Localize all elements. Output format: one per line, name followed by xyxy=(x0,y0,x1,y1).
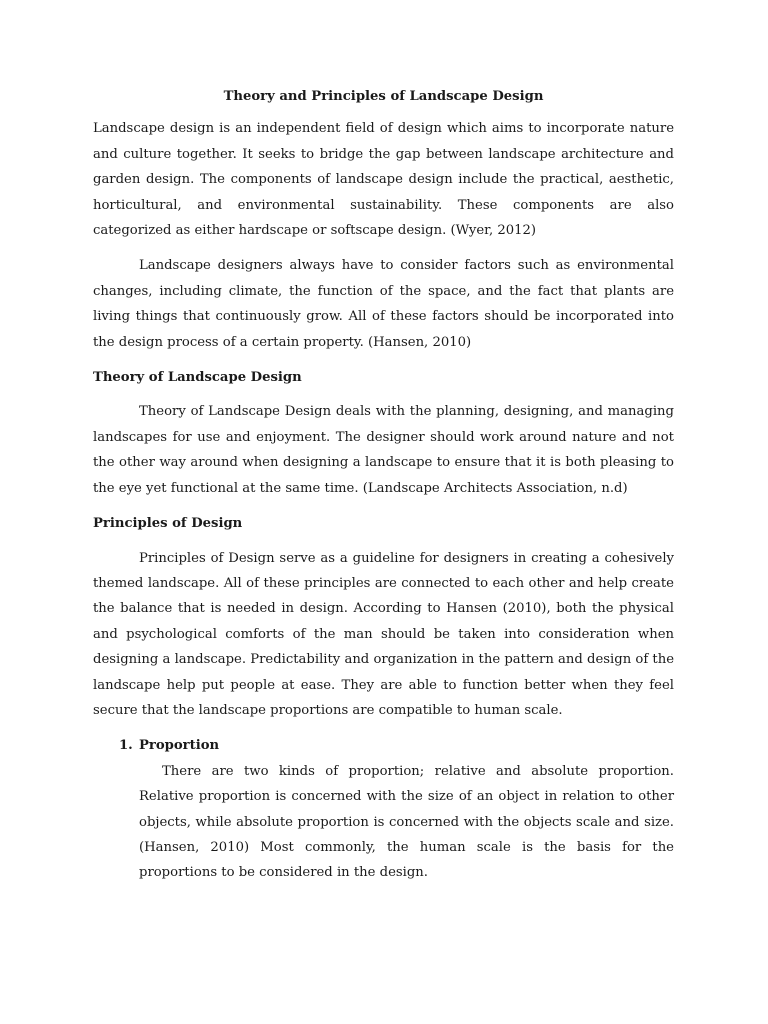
document-title: Theory and Principles of Landscape Design xyxy=(223,89,544,104)
section-paragraph-principles: Principles of Design serve as a guideline for designers in creating a cohesively themed landscape. All of these principles are connected to each other and help create the balance that is needed in design. According to Hansen (2010), both the physical and psychological comforts of the man should be taken into consideration when designing a landscape. Predictability and organization in the pattern and design of the landscape help put people at ease. They are able to function better when they feel secure that the landscape proportions are compatible to human scale. xyxy=(93,550,674,718)
list-item-number: 1. xyxy=(119,738,133,754)
list-item-proportion xyxy=(93,733,674,885)
section-paragraph-theory: Theory of Landscape Design deals with the planning, designing, and managing landscapes for use and enjoyment. The designer should work around nature and not the other way around when designing a landscape to ensure that it is both pleasing to the eye yet functional at the same time. (Landscape Architects Association, n.d) xyxy=(93,404,674,496)
list-item-paragraph: There are two kinds of proportion; relative and absolute proportion. Relative proportion is concerned with the size of an object in relation to other objects, while absolute proportion is concerned with the objects scale and size. (Hansen, 2010) Most commonly, the human scale is the basis for the proportions to be considered in the design. xyxy=(139,763,674,881)
document-body xyxy=(93,84,674,886)
intro-paragraph-1: Landscape design is an independent field of design which aims to incorporate nature and culture together. It seeks to bridge the gap between landscape architecture and garden design. The components of landscape design include the practical, aesthetic, horticultural, and environmental sustainability. These components are also categorized as either hardscape or softscape design. (Wyer, 2012) xyxy=(93,121,674,239)
list-item-heading: Proportion xyxy=(139,738,220,754)
intro-paragraph-2: Landscape designers always have to consider factors such as environmental changes, including climate, the function of the space, and the fact that plants are living things that continuously grow. All of these factors should be incorporated into the design process of a certain property. (Hansen, 2010) xyxy=(93,258,674,350)
section-heading-theory: Theory of Landscape Design xyxy=(93,370,302,386)
principles-list xyxy=(93,733,674,885)
section-heading-principles: Principles of Design xyxy=(93,516,243,532)
